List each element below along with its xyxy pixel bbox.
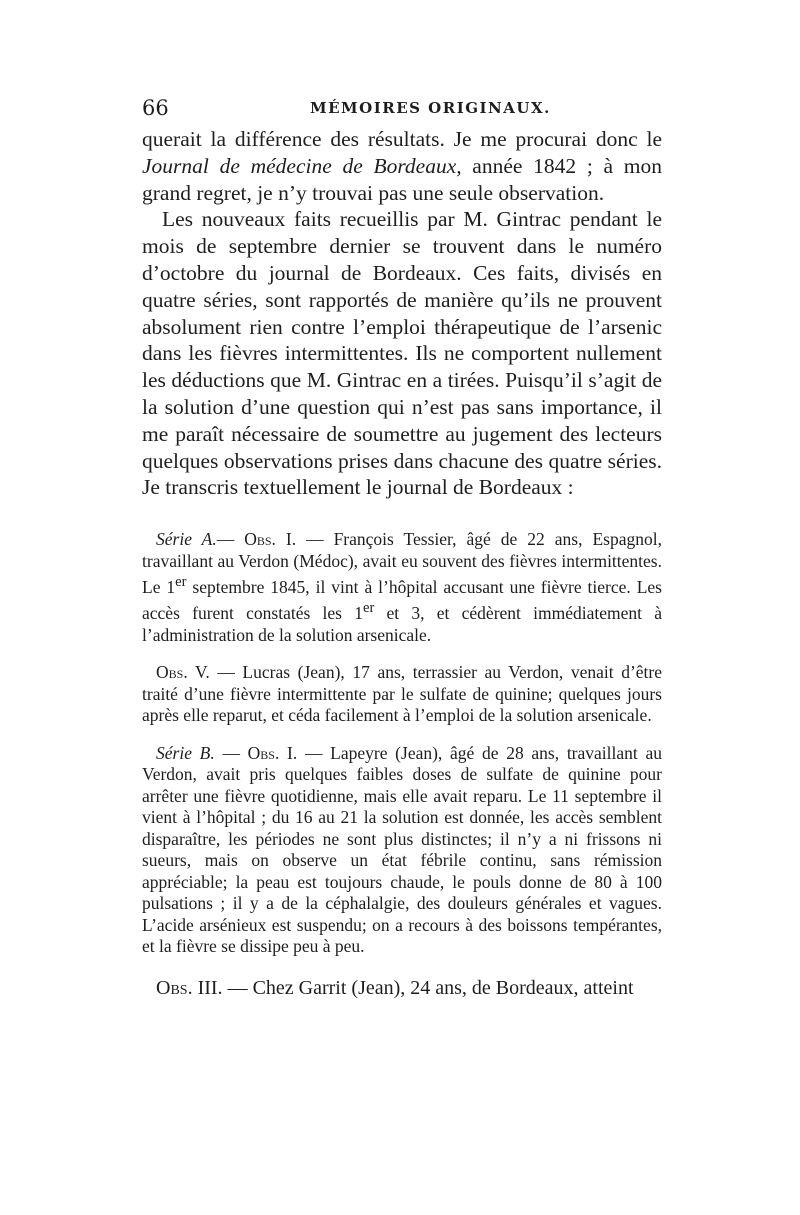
page-body [142, 126, 662, 1000]
serie-a-text-a: — François Tessier, âgé de 22 ans, Espagnol, travaillant au Verdon (Médoc), avait eu souvent des fièvres intermittentes. Le 1 [142, 529, 662, 597]
serie-a-sup-1: er [175, 574, 187, 591]
obs-v-label: Obs. V. [156, 662, 210, 683]
obs-iii [142, 976, 662, 1000]
paragraph-1-text-b: année 1842 ; à mon grand regret, je n’y trouvai pas une seule observation. [142, 153, 662, 205]
serie-b-label: Série B. [156, 742, 215, 763]
serie-a-text-c: et 3, et cédèrent immédiatement à l’administration de la solution arsenicale. [142, 603, 662, 645]
serie-a-sup-2: er [362, 600, 375, 617]
page-number: 66 [142, 96, 169, 120]
paragraph-2: Les nouveaux faits recueillis par M. Gintrac pendant le mois de septembre dernier se trouvent dans le numéro d’octobre du journal de Bordeaux. Ces faits, divisés en quatre séries, sont rapportés de manière qu’ils ne prouvent absolument rien contre l’emploi thérapeutique de l’arsenic dans les fièvres intermittentes. Ils ne comportent nullement les déductions que M. Gintrac en a tirées. Puisqu’il s’agit de la solution d’une question qui n’est pas sans importance, il me paraît nécessaire de soumettre au jugement des lecteurs quelques observations prises dans chacune des quatre séries. Je transcris textuellement le journal de Bordeaux : [142, 207, 662, 500]
serie-a-obs-i [142, 529, 662, 646]
paragraph-1 [142, 126, 662, 206]
serie-a-obs-label: — Obs. I. [216, 529, 297, 550]
obs-iii-text: — Chez Garrit (Jean), 24 ans, de Bordeaux, atteint [222, 976, 634, 999]
obs-v-text: — Lucras (Jean), 17 ans, terrassier au Verdon, venait d’être traité d’une fièvre intermittente par le sulfate de quinine; quelques jours après elle reparut, et céda facilement à l’emploi de la solution arsenicale. [142, 662, 662, 726]
page-header [142, 96, 662, 120]
serie-a-text-b: septembre 1845, il vint à l’hôpital accusant une fièvre tierce. Les accès furent constatés les 1 [142, 576, 662, 624]
serie-b-text: — Lapeyre (Jean), âgé de 28 ans, travaillant au Verdon, avait pris quelques faibles doses de sulfate de quinine pour arrêter une fièvre quotidienne, mais elle avait reparu. Le 11 septembre il vient à l’hôpital ; du 16 au 21 la solution est donnée, les accès semblent disparaître, les périodes ne sont plus distinctes; il n’y a ni frissons ni sueurs, mais on observe un état fébrile continu, sans rémission appréciable; la peau est toujours chaude, le pouls donne de 80 à 100 pulsations ; il y a de la céphalalgie, des douleurs générales et vagues. L’acide arsénieux est suspendu; on a recours à des boissons tempérantes, et la fièvre se dissipe peu à peu. [142, 742, 662, 957]
serie-b-obs-i [142, 743, 662, 958]
obs-iii-label: Obs. III. [156, 976, 223, 999]
serie-a-label: Série A. [156, 529, 217, 550]
paragraph-1-text-a: querait la différence des résultats. Je me procurai donc le [142, 127, 662, 151]
serie-b-obs-label: — Obs. I. [214, 742, 298, 763]
running-title: MÉMOIRES ORIGINAUX. [310, 99, 551, 117]
journal-title: Journal de médecine de Bordeaux, [142, 153, 462, 178]
obs-v [142, 662, 662, 727]
